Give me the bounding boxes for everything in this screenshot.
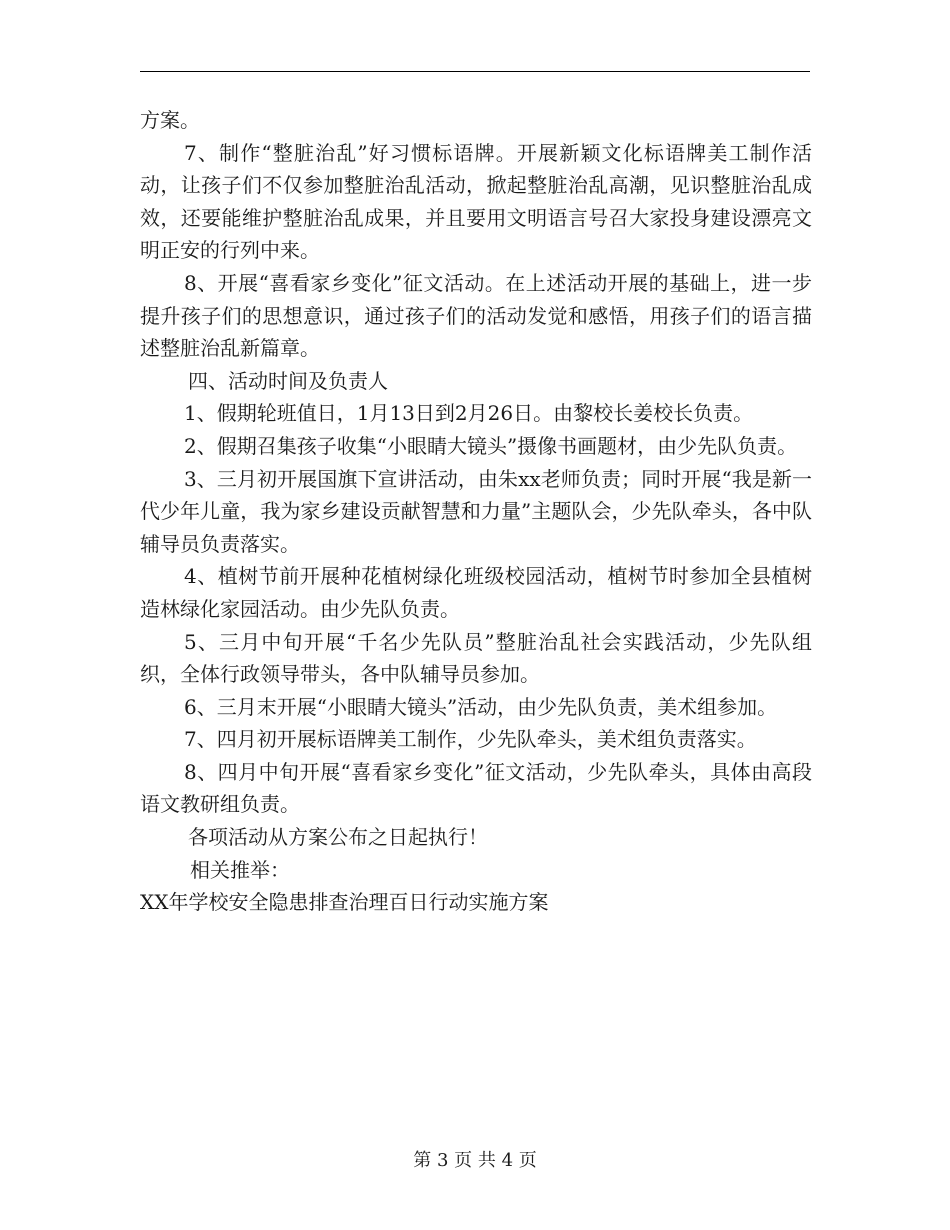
paragraph-item-8-essay: 8、开展“喜看家乡变化”征文活动。在上述活动开展的基础上，进一步提升孩子们的思想意识，通过孩子们的活动发觉和感悟，用孩子们的语言描述整脏治乱新篇章。 [140,270,812,361]
schedule-item-5: 5、三月中旬开展“千名少先队员”整脏治乱社会实践活动，少先队组织，全体行政领导带头，各中队辅导员参加。 [140,629,812,687]
related-link[interactable]: XX年学校安全隐患排查治理百日行动实施方案 [140,890,549,915]
paragraph-fangan: 方案。 [140,108,200,132]
related-heading: 相关推举： [190,857,290,882]
document-body [140,104,812,919]
schedule-item-8: 8、四月中旬开展“喜看家乡变化”征文活动，少先队牵头，具体由高段语文教研组负责。 [140,759,812,817]
paragraph-item-7-slogan: 7、制作“整脏治乱”好习惯标语牌。开展新颖文化标语牌美工制作活动，让孩子们不仅参加整脏治乱活动，掀起整脏治乱高潮，见识整脏治乱成效，还要能维护整脏治乱成果，并且要用文明语言号召大家投身建设漂亮文明正安的行列中来。 [140,140,812,263]
section-heading-schedule: 四、活动时间及负责人 [188,368,388,393]
schedule-item-7: 7、四月初开展标语牌美工制作，少先队牵头，美术组负责落实。 [184,727,757,752]
schedule-item-6: 6、三月末开展“小眼睛大镜头”活动，由少先队负责，美术组参加。 [184,694,778,719]
schedule-item-1: 1、假期轮班值日，1月13日到2月26日。由黎校长姜校长负责。 [184,401,754,426]
schedule-item-2: 2、假期召集孩子收集“小眼睛大镜头”摄像书画题材，由少先队负责。 [184,433,798,458]
schedule-item-4: 4、植树节前开展种花植树绿化班级校园活动，植树节时参加全县植树造林绿化家园活动。由少先队负责。 [140,564,812,621]
closing-statement: 各项活动从方案公布之日起执行！ [188,825,488,850]
header-rule [140,71,810,72]
page-number-footer: 第 3 页 共 4 页 [413,1150,537,1171]
schedule-item-3: 3、三月初开展国旗下宣讲活动，由朱xx老师负责；同时开展“我是新一代少年儿童，我为家乡建设贡献智慧和力量”主题队会，少先队牵头，各中队辅导员负责落实。 [140,466,812,556]
